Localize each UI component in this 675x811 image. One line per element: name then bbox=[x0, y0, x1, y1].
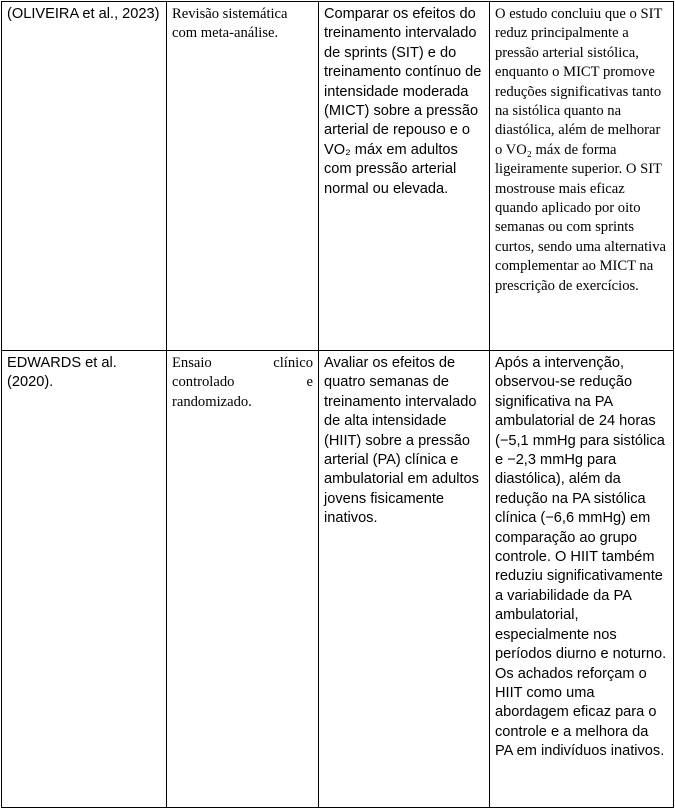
results-cell bbox=[490, 351, 674, 808]
reference-text: (OLIVEIRA et al., 2023) bbox=[7, 6, 160, 22]
studies-table bbox=[1, 1, 674, 808]
table-row bbox=[2, 2, 674, 351]
objective-text: Comparar os efeitos do treinamento intervalado de sprints (SIT) e do treinamento contínuo de intensidade moderada (MICT) sobre a pressão arterial de repouso e o VO₂ máx em adultos com pressão arterial normal ou elevada. bbox=[324, 6, 482, 197]
reference-text: EDWARDS et al. (2020). bbox=[7, 355, 117, 391]
objective-cell bbox=[319, 351, 490, 808]
objective-text: Avaliar os efeitos de quatro semanas de treinamento intervalado de alta intensidade (HIIT) sobre a pressão arterial (PA) clínica e ambulatorial em adultos jovens fisicamente inativos. bbox=[324, 355, 479, 527]
study-type-text: Ensaio clínico controlado e randomizado. bbox=[172, 355, 313, 410]
study-type-cell bbox=[167, 351, 319, 808]
results-cell bbox=[490, 2, 674, 351]
reference-cell bbox=[2, 351, 167, 808]
results-text: O estudo concluiu que o SIT reduz principalmente a pressão arterial sistólica, enquanto o MICT promove reduções significativas tanto na sistólica quanto na diastólica, além de melhorar o VO₂ máx de forma ligeiramente superior. O SIT mostrouse mais eficaz quando aplicado por oito semanas ou com sprints curtos, sendo uma alternativa complementar ao MICT na prescrição de exercícios. bbox=[495, 6, 667, 294]
objective-cell bbox=[319, 2, 490, 351]
study-type-cell bbox=[167, 2, 319, 351]
table-row bbox=[2, 351, 674, 808]
reference-cell bbox=[2, 2, 167, 351]
results-text: Após a intervenção, observou-se redução significativa na PA ambulatorial de 24 horas (−5,1 mmHg para sistólica e −2,3 mmHg para diastólica), além da redução na PA sistólica clínica (−6,6 mmHg) em comparação ao grupo controle. O HIIT também reduziu significativamente a variabilidade da PA ambulatorial, especialmente nos períodos diurno e noturno. Os achados reforçam o HIIT como uma abordagem eficaz para o controle e a melhora da PA em indivíduos inativos. bbox=[495, 355, 667, 760]
study-type-text: Revisão sistemática com meta-análise. bbox=[172, 6, 288, 42]
